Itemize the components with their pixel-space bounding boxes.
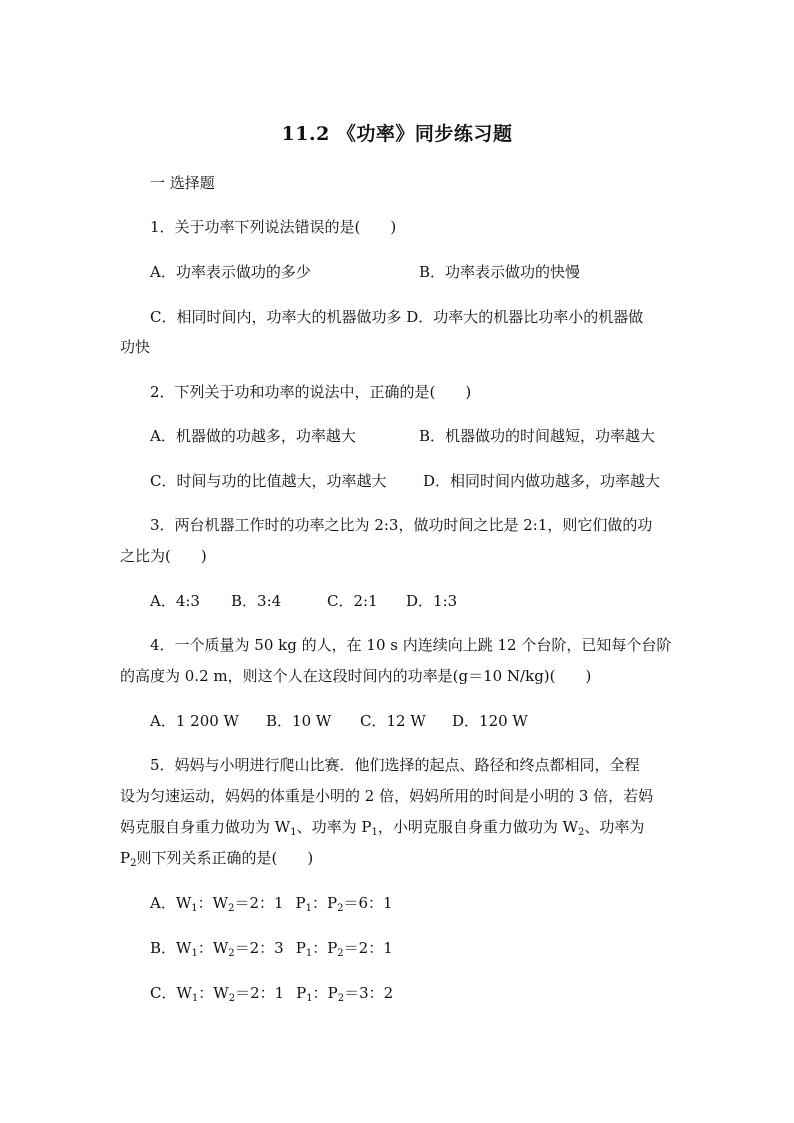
section-heading: 一 选择题: [150, 174, 215, 192]
question-1-options-cd: C．相同时间内，功率大的机器做功多 D．功率大的机器比功率小的机器做: [150, 308, 644, 326]
question-3-option-c: C．2:1: [327, 592, 378, 610]
question-4-option-d: D．120 W: [452, 712, 528, 730]
question-1-option-b: B．功率表示做功的快慢: [419, 263, 581, 281]
question-3-option-a: A．4:3: [150, 592, 200, 610]
question-3-option-b: B．3:4: [231, 592, 282, 610]
question-5-stem-cont-1: 设为匀速运动，妈妈的体重是小明的 2 倍，妈妈所用的时间是小明的 3 倍，若妈: [120, 787, 654, 805]
question-5-stem: 5．妈妈与小明进行爬山比赛．他们选择的起点、路径和终点都相同，全程: [150, 756, 640, 774]
question-3-stem-cont: 之比为( ): [120, 547, 207, 565]
question-1-stem: 1．关于功率下列说法错误的是( ): [150, 218, 397, 236]
question-4-option-c: C．12 W: [360, 712, 426, 730]
question-5-option-a: A．$W_1$：$W_2=2$：1 $P_1$：$P_2=6$：1: [150, 894, 393, 914]
question-2-option-a: A．机器做的功越多，功率越大: [150, 427, 356, 445]
question-5-stem-cont-2: 妈克服自身重力做功为 $W_1$、功率为 $P_1$，小明克服自身重力做功为 $W_2$、功率为: [120, 818, 645, 838]
question-5-stem-cont-3: $P_2$则下列关系正确的是( ): [120, 849, 314, 869]
question-2-stem: 2．下列关于功和功率的说法中，正确的是( ): [150, 383, 472, 401]
question-3-stem: 3．两台机器工作时的功率之比为 2:3，做功时间之比是 2:1，则它们做的功: [150, 516, 653, 534]
question-2-option-d: D．相同时间内做功越多，功率越大: [423, 472, 661, 490]
question-5-option-b: B．$W_1$：$W_2=2$：3 $P_1$：$P_2=2$：1: [150, 939, 393, 959]
question-4-stem-cont: 的高度为 0.2 m，则这个人在这段时间内的功率是(g＝10 N/kg)( ): [120, 667, 592, 685]
question-4-option-b: B．10 W: [266, 712, 332, 730]
question-1-options-cd-cont: 功快: [120, 338, 151, 356]
question-2-option-c: C．时间与功的比值越大，功率越大: [150, 472, 387, 490]
question-1-option-a: A．功率表示做功的多少: [150, 263, 311, 281]
question-4-stem: 4．一个质量为 50 kg 的人，在 10 s 内连续向上跳 12 个台阶，已知每个台阶: [150, 636, 672, 654]
page-title: 11.2 《功率》同步练习题: [281, 123, 513, 145]
question-5-option-c: C．$W_1$：$W_2=2$：1 $P_1$：$P_2=3$：2: [150, 984, 394, 1004]
question-4-option-a: A．1 200 W: [150, 712, 239, 730]
question-2-option-b: B．机器做功的时间越短，功率越大: [419, 427, 656, 445]
question-3-option-d: D．1:3: [406, 592, 458, 610]
